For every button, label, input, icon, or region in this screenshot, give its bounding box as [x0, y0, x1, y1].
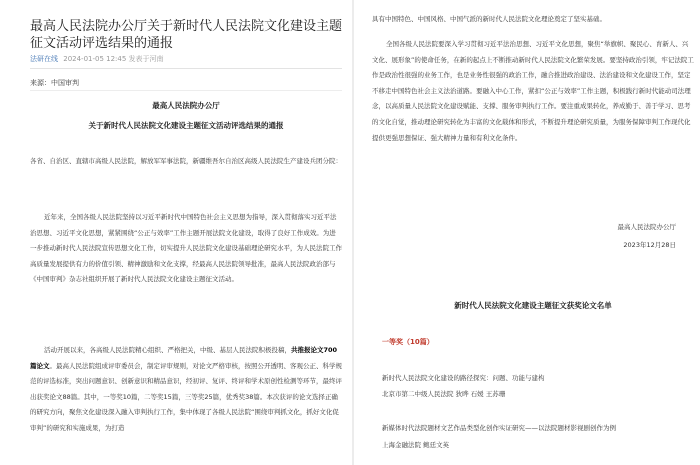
salutation: 各省、自治区、直辖市高级人民法院，解放军军事法院，新疆维吾尔自治区高级人民法院生产建设兵团分院： [30, 157, 342, 165]
brand-link[interactable]: 法研在线 [30, 55, 58, 63]
right-paragraph-1: 具有中国特色、中国风格、中国气派的新时代人民法院文化理论奠定了坚实基础。 [372, 15, 606, 23]
paragraph-2-end: 。最高人民法院组成评审委员会，制定评审规则，对论文严格审核，按照公开透明、客观公正、科学规范的评选标准，突出问题意识、创新意识和精品意识，经初评、复评、终评和学术原创性检测等环节，最终评出获奖论文88篇。其中，一等奖10篇，二等奖15篇，三等奖25篇，优秀奖38篇。本次获评的论文选择正确的研究方向，聚焦文化建设深入融入审判执行工作，集中体现了各级人民法院“围绕审判抓文化，抓好文化促审判”的研究和实施成果，为打造 [30, 361, 342, 432]
paragraph-2-start: 活动开展以来，各高级人民法院精心组织、严格把关，中级、基层人民法院积极投稿， [44, 346, 291, 354]
sign-date: 2023年12月28日 [623, 241, 676, 249]
article-title: 最高人民法院办公厅关于新时代人民法院文化建设主题征文活动评选结果的通报 [30, 19, 343, 51]
entry-author: 北京市第二中级人民法院 狄晔 石媛 王苏珊 [382, 390, 506, 398]
document-org: 最高人民法院办公厅 [152, 101, 220, 110]
divider [30, 90, 342, 91]
divider [30, 68, 342, 69]
first-prize-label: 一等奖（10篇） [382, 338, 434, 346]
entry-title: 新媒体时代法院题材文艺作品类型化创作实证研究——以法院题材影视剧创作为例 [382, 424, 616, 432]
paragraph-2-highlight: 共推报论文700篇论文 [30, 346, 338, 370]
document-heading: 关于新时代人民法院文化建设主题征文活动评选结果的通报 [88, 121, 284, 130]
column-divider [352, 0, 354, 465]
paragraph-1: 近年来，全国各级人民法院坚持以习近平新时代中国特色社会主义思想为指导，深入贯彻落实习近平法治思想、习近平文化思想，紧紧围绕“公正与效率”工作主题开展法院文化建设，取得了良好工作成效。为进一步推动新时代人民法院宣传思想文化工作，切实提升人民法院文化建设基础理论研究水平，为人民法院工作高质量发展提供有力的价值引领、精神激励和文化支撑，经最高人民法院领导批准，最高人民法院政治部与《中国审判》杂志社组织开展了新时代人民法院文化建设主题征文活动。 [30, 213, 342, 284]
article-meta [30, 54, 164, 64]
paragraph-2 [30, 343, 342, 437]
publish-date: 2024-01-05 12:45 [63, 55, 127, 63]
publish-location: 发表于河南 [128, 55, 164, 63]
article-right-column [356, 0, 700, 465]
article-source: 来源：中国审判 [30, 79, 79, 87]
award-list-heading: 新时代人民法院文化建设主题征文获奖论文名单 [454, 301, 612, 310]
entry-author: 上海金融法院 鲍廷文英 [382, 441, 450, 449]
sign-org: 最高人民法院办公厅 [617, 223, 676, 231]
right-paragraph-2: 全国各级人民法院要深入学习贯彻习近平法治思想、习近平文化思想，聚焦“举旗帜、聚民心、育新人、兴文化、展形象”的使命任务，在新的起点上不断推动新时代人民法院文化繁荣发展。要坚持政治引领，牢记法院工作是政治性很强的业务工作，也是业务性很强的政治工作，融合推进政治建设、法治建设和文化建设工作，坚定不移走中国特色社会主义法治道路。要融入中心工作，紧扣“公正与效率”工作主题，积极践行新时代能动司法理念，以高质量人民法院文化建设赋能、支撑、服务审判执行工作。要注重成果转化，养成勤于、善于学习、思考的文化自觉，推动理论研究转化为丰富的文化载体和形式，不断提升理论研究质量，为服务保障审判工作现代化提供更强思想保证、强大精神力量和有利文化条件。 [372, 40, 694, 142]
entry-title: 新时代人民法院文化建设的路径探究：问题、功能与建构 [382, 374, 545, 382]
